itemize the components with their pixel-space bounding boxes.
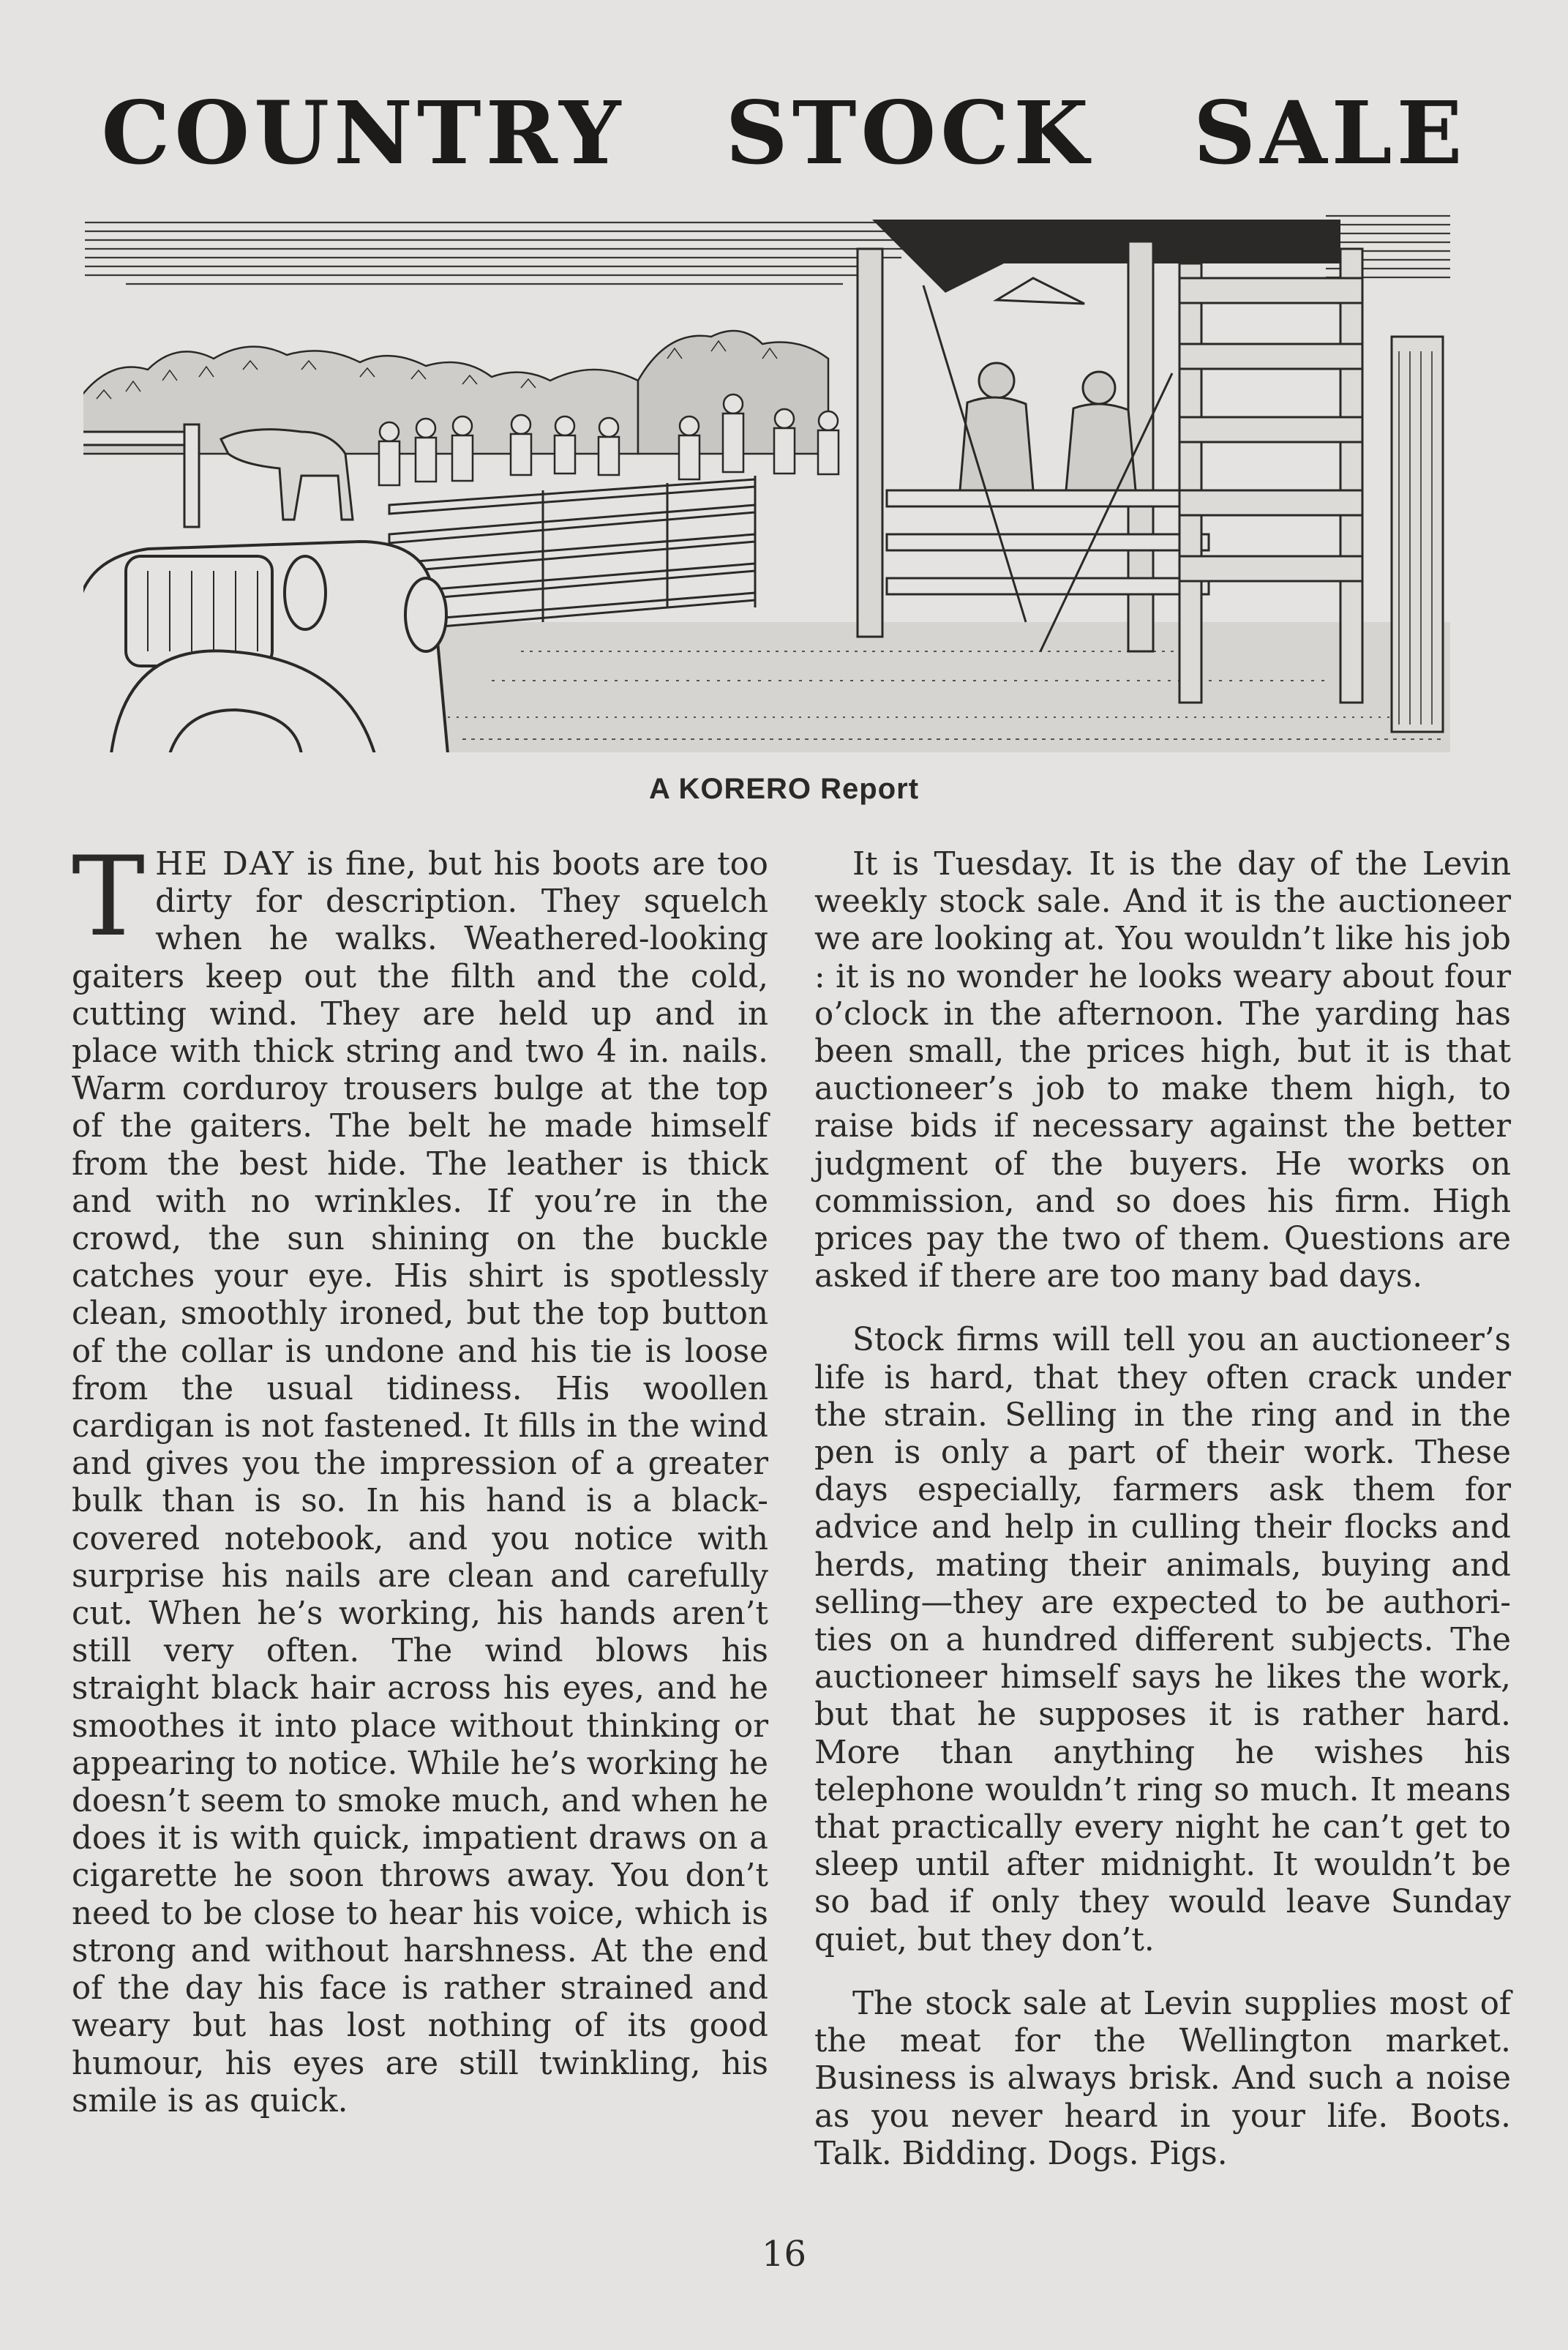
right-column: [814, 846, 1511, 2199]
paragraph: It is Tuesday. It is the day of the Levin weekly stock sale. And it is the auctioneer we are looking at. You wouldn’t like his job : it is no wonder he looks weary about four o’clock in the afternoon. The yarding has been small, the prices high, but it is that auctioneer’s job to make them high, to raise bids if necessary against the better judgment of the buyers. He works on commission, and so does his firm. High prices pay the two of them. Questions are asked if there are too many bad days.: [814, 846, 1511, 1295]
drop-cap: T: [72, 834, 146, 961]
paragraph: Stock firms will tell you an auctioneer’s life is hard, that they often crack under the strain. Selling in the ring and in the pen is only a part of their work. These days especially, farmers ask them for advice and help in culling their flocks and herds, mating their animals, buying and selling—they are expected to be authorities on a hundred different subjects. The auctioneer himself says he likes the work, but that he supposes it is rather hard. More than anything he wishes his telephone wouldn’t ring so much. It means that practically every night he can’t get to sleep until after midnight. It wouldn’t be so bad if only they would leave Sunday quiet, but they don’t.: [814, 1322, 1511, 1958]
paragraph: [72, 834, 768, 2120]
lead-words: HE DAY: [155, 846, 296, 883]
left-column: [72, 834, 768, 2147]
byline: A KORERO Report: [648, 773, 920, 805]
article-title: COUNTRY STOCK SALE: [101, 82, 1467, 184]
paragraph: The stock sale at Levin supplies most of the meat for the Wellington market. Business is always brisk. And such a noise as you never heard in your life. Boots. Talk. Bidding. Dogs. Pigs.: [814, 1985, 1511, 2172]
stockyard-illustration: [82, 212, 1452, 754]
paragraph-text: is fine, but his boots are too dirty for description. They squelch when he walks. Weathered-looking gaiters keep out the filth and the cold, cutting wind. They are held up and in place with thick string and two 4 in. nails. Warm corduroy trousers bulge at the top of the gaiters. The belt he made himself from the best hide. The leather is thick and with no wrinkles. If you’re in the crowd, the sun shining on the buckle catches your eye. His shirt is spotlessly clean, smoothly ironed, but the top button of the collar is undone and his tie is loose from the usual tidiness. His woollen cardigan is not fastened. It fills in the wind and gives you the impression of a greater bulk than is so. In his hand is a black-covered notebook, and you notice with surprise his nails are clean and carefully cut. When he’s working, his hands aren’t still very often. The wind blows his straight black hair across his eyes, and he smoothes it into place without thinking or appearing to notice. While he’s working he doesn’t seem to smoke much, and when he does it is with quick, impatient draws on a cigarette he soon throws away. You don’t need to be close to hear his voice, which is strong and without harshness. At the end of the day his face is rather strained and weary but has lost nothing of its good humour, his eyes are still twinkling, his smile is as quick.: [72, 846, 768, 2119]
page-number: 16: [761, 2234, 807, 2275]
